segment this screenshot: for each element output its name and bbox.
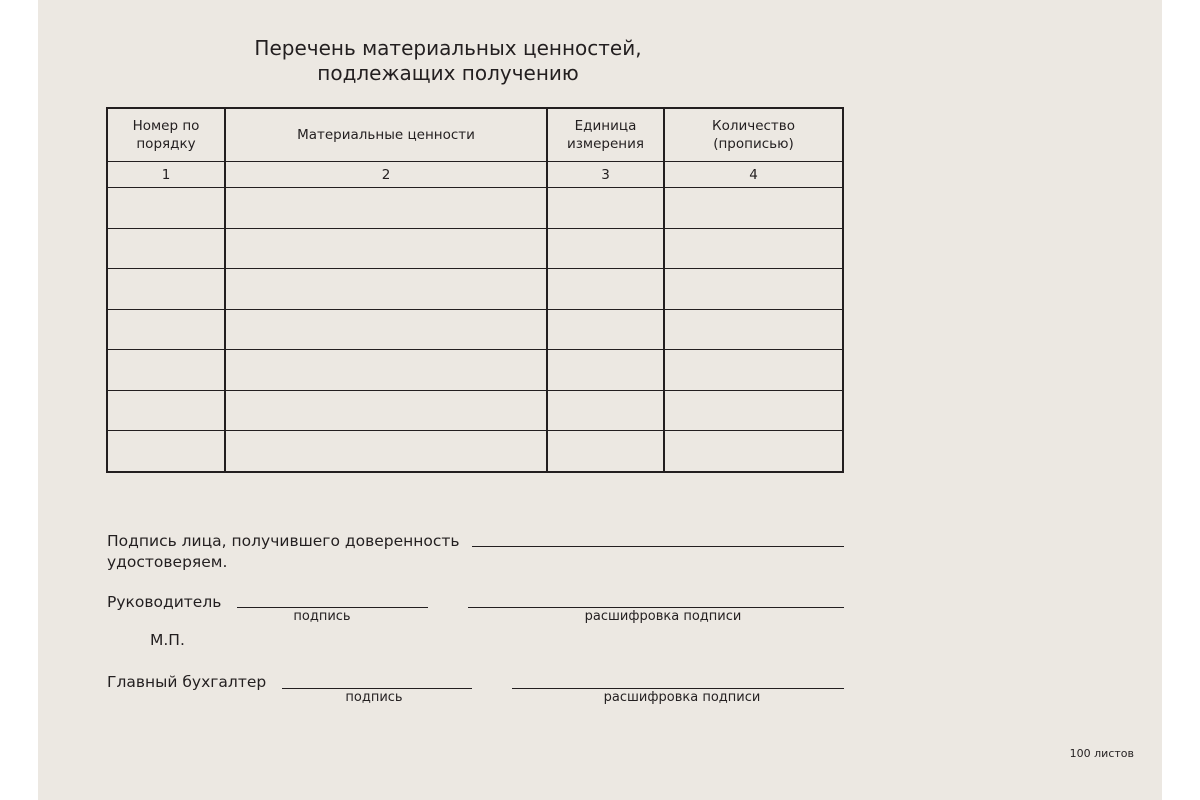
header-materials-line: Материальные ценности xyxy=(297,127,475,143)
table-cell[interactable] xyxy=(547,431,664,472)
table-cell[interactable] xyxy=(225,390,547,431)
column-number: 1 xyxy=(107,162,225,188)
table-cell[interactable] xyxy=(547,188,664,229)
accountant-label: Главный бухгалтер xyxy=(107,673,267,691)
table-cell[interactable] xyxy=(107,269,225,310)
header-unit xyxy=(547,108,664,162)
table-header-row xyxy=(107,108,843,162)
table-cell[interactable] xyxy=(664,269,843,310)
header-materials xyxy=(225,108,547,162)
table-cell[interactable] xyxy=(547,269,664,310)
table-cell[interactable] xyxy=(664,390,843,431)
table-cell[interactable] xyxy=(107,350,225,391)
table-cell[interactable] xyxy=(107,431,225,472)
header-number-line-2: порядку xyxy=(136,136,196,152)
document-title xyxy=(228,36,668,86)
header-unit-line-1: Единица xyxy=(574,118,637,134)
director-signature-caption: подпись xyxy=(293,609,351,624)
seal-label: М.П. xyxy=(150,631,185,649)
header-quantity xyxy=(664,108,843,162)
table-cell[interactable] xyxy=(225,350,547,391)
table-cell[interactable] xyxy=(225,188,547,229)
table-row xyxy=(107,188,843,229)
table-cell[interactable] xyxy=(664,228,843,269)
accountant-decode-caption: расшифровка подписи xyxy=(603,690,761,705)
column-number-row xyxy=(107,162,843,188)
table-cell[interactable] xyxy=(107,390,225,431)
title-line-2: подлежащих получению xyxy=(317,61,579,85)
header-unit-line-2: измерения xyxy=(566,136,645,152)
director-decode-line[interactable] xyxy=(468,607,844,608)
materials-table xyxy=(106,107,844,473)
director-decode-caption: расшифровка подписи xyxy=(584,609,742,624)
table-cell[interactable] xyxy=(225,431,547,472)
table-cell[interactable] xyxy=(664,309,843,350)
column-number: 2 xyxy=(225,162,547,188)
director-label: Руководитель xyxy=(107,593,222,611)
header-quantity-line-2: (прописью) xyxy=(713,136,794,152)
table-cell[interactable] xyxy=(225,269,547,310)
table-cell[interactable] xyxy=(547,390,664,431)
accountant-signature-caption: подпись xyxy=(345,690,403,705)
table-cell[interactable] xyxy=(107,309,225,350)
sheet-count: 100 листов xyxy=(1069,747,1134,760)
recipient-signature-label: Подпись лица, получившего доверенность xyxy=(107,532,460,550)
header-quantity-line-1: Количество xyxy=(711,118,796,134)
recipient-signature-line[interactable] xyxy=(472,546,844,547)
certify-label: удостоверяем. xyxy=(107,553,228,571)
table-row xyxy=(107,390,843,431)
table-cell[interactable] xyxy=(225,228,547,269)
table-cell[interactable] xyxy=(107,228,225,269)
table-row xyxy=(107,269,843,310)
accountant-decode-line[interactable] xyxy=(512,688,844,689)
table-cell[interactable] xyxy=(225,309,547,350)
director-signature-line[interactable] xyxy=(237,607,428,608)
table-cell[interactable] xyxy=(107,188,225,229)
title-line-1: Перечень материальных ценностей, xyxy=(254,36,642,60)
table-row xyxy=(107,431,843,472)
table-cell[interactable] xyxy=(664,350,843,391)
table-cell[interactable] xyxy=(547,350,664,391)
table-row xyxy=(107,350,843,391)
table-cell[interactable] xyxy=(664,188,843,229)
table-cell[interactable] xyxy=(547,309,664,350)
table-cell[interactable] xyxy=(547,228,664,269)
header-number xyxy=(107,108,225,162)
header-number-line-1: Номер по xyxy=(132,118,200,134)
table-row xyxy=(107,228,843,269)
column-number: 3 xyxy=(547,162,664,188)
column-number: 4 xyxy=(664,162,843,188)
table-row xyxy=(107,309,843,350)
table-cell[interactable] xyxy=(664,431,843,472)
accountant-signature-line[interactable] xyxy=(282,688,472,689)
